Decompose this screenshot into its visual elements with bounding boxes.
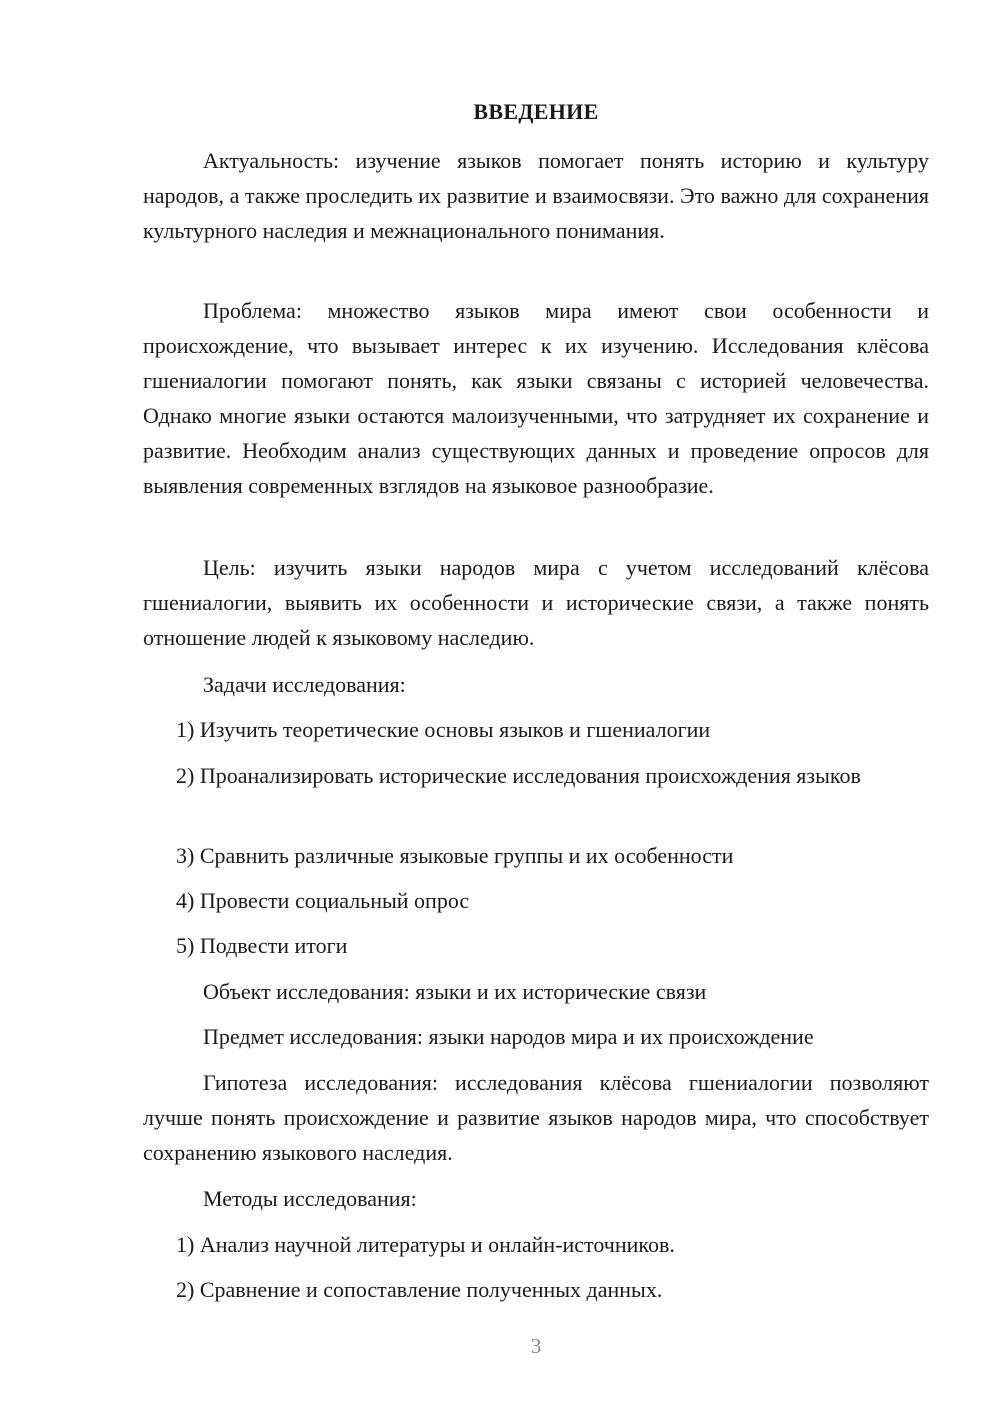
task-item-4-block xyxy=(143,883,929,918)
subject-block xyxy=(143,1019,929,1054)
research-hypothesis: Гипотеза исследования: исследования клёсова гшениалогии позволяют лучше понять происхождение и развитие языков народов мира, что способствует сохранению языкового наследия. xyxy=(143,1070,929,1165)
tasks-heading-block xyxy=(143,667,929,702)
page-number: 3 xyxy=(530,1334,542,1358)
research-subject: Предмет исследования: языки народов мира и их происхождение xyxy=(203,1024,814,1049)
task-item-5-block xyxy=(143,928,929,963)
method-item-1: 1) Анализ научной литературы и онлайн-источников. xyxy=(176,1232,675,1257)
task-item-2-block xyxy=(143,758,929,793)
hypothesis-block xyxy=(143,1065,929,1170)
goal-section xyxy=(143,550,929,655)
task-item-1: 1) Изучить теоретические основы языков и гшениалогии xyxy=(176,717,711,742)
method-item-2: 2) Сравнение и сопоставление полученных данных. xyxy=(176,1277,663,1302)
research-object: Объект исследования: языки и их исторические связи xyxy=(203,979,707,1004)
task-item-3-block xyxy=(143,838,929,873)
relevance-section xyxy=(143,143,929,248)
task-item-3: 3) Сравнить различные языковые группы и их особенности xyxy=(176,843,734,868)
problem-paragraph: Проблема: множество языков мира имеют свои особенности и происхождение, что вызывает интерес к их изучению. Исследования клёсова гшениалогии помогают понять, как языки связаны с историей человечества. Однако многие языки остаются малоизученными, что затрудняет их сохранение и развитие. Необходим анализ существующих данных и проведение опросов для выявления современных взглядов на языковое разнообразие. xyxy=(143,298,929,498)
tasks-heading: Задачи исследования: xyxy=(203,672,406,697)
task-item-4: 4) Провести социальный опрос xyxy=(176,888,470,913)
methods-heading: Методы исследования: xyxy=(203,1186,417,1211)
methods-heading-block xyxy=(143,1181,929,1216)
object-block xyxy=(143,974,929,1009)
task-item-1-block xyxy=(143,712,929,747)
problem-section xyxy=(143,293,929,503)
task-item-5: 5) Подвести итоги xyxy=(176,933,348,958)
goal-paragraph: Цель: изучить языки народов мира с учетом исследований клёсова гшениалогии, выявить их особенности и исторические связи, а также понять отношение людей к языковому наследию. xyxy=(143,555,929,650)
task-item-2: 2) Проанализировать исторические исследования происхождения языков xyxy=(176,763,861,788)
method-item-2-block xyxy=(143,1272,929,1307)
method-item-1-block xyxy=(143,1227,929,1262)
relevance-paragraph: Актуальность: изучение языков помогает понять историю и культуру народов, а также проследить их развитие и взаимосвязи. Это важно для сохранения культурного наследия и межнационального понимания. xyxy=(143,148,929,243)
section-title: ВВЕДЕНИЕ xyxy=(473,99,599,124)
